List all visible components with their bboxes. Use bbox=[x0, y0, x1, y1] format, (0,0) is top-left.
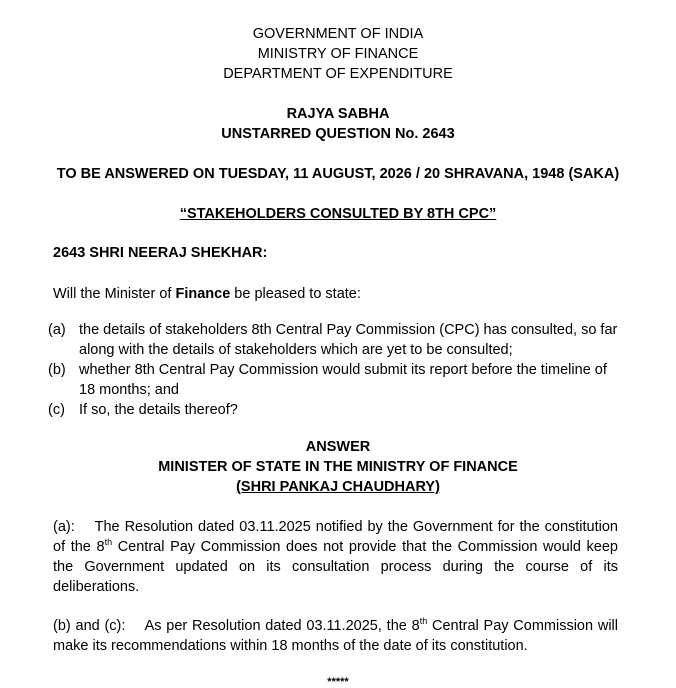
intro-before: Will the Minister of bbox=[53, 286, 176, 302]
question-label: (b) bbox=[48, 362, 66, 378]
intro-after: be pleased to state: bbox=[230, 286, 361, 302]
reply-text-part2: Central Pay Commission does not provide that the Commission would keep the Government updated on its consultation process during the course of its deliberations. bbox=[53, 539, 618, 595]
answering-minister: MINISTER OF STATE IN THE MINISTRY OF FINANCE bbox=[158, 459, 518, 475]
reply-text-part2: Central Pay Commission will make its recommendations within 18 months of the date of its constitution. bbox=[53, 618, 618, 654]
house-name: RAJYA SABHA bbox=[286, 106, 390, 122]
minister-name: (SHRI PANKAJ CHAUDHARY) bbox=[236, 479, 440, 495]
reply-text-part1: The Resolution dated 03.11.2025 notified by the Government for the constitution of the 8 bbox=[53, 519, 618, 555]
answer-date: TO BE ANSWERED ON TUESDAY, 11 AUGUST, 2026 / 20 SHRAVANA, 1948 (SAKA) bbox=[56, 166, 620, 182]
reply-label: (b) and (c): bbox=[53, 618, 126, 634]
header-ministry: MINISTRY OF FINANCE bbox=[257, 46, 419, 62]
header-department: DEPARTMENT OF EXPENDITURE bbox=[223, 66, 453, 82]
reply-b-c bbox=[53, 616, 618, 656]
intro-ministry: Finance bbox=[175, 286, 231, 302]
reply-label: (a): bbox=[53, 519, 75, 535]
question-text: the details of stakeholders 8th Central Pay Commission (CPC) has consulted, so far along with the details of stakeholders which are yet to be consulted; bbox=[79, 322, 618, 358]
reply-text-part1: As per Resolution dated 03.11.2025, the 8 bbox=[144, 618, 420, 634]
question-label: (a) bbox=[48, 322, 66, 338]
reply-superscript: th bbox=[419, 616, 428, 627]
member-name: 2643 SHRI NEERAJ SHEKHAR: bbox=[53, 245, 268, 261]
question-type: UNSTARRED QUESTION No. 2643 bbox=[221, 126, 455, 142]
question-text: whether 8th Central Pay Commission would submit its report before the timeline of 18 months; and bbox=[79, 362, 607, 398]
end-mark: ***** bbox=[327, 676, 349, 688]
header-government: GOVERNMENT OF INDIA bbox=[252, 26, 424, 42]
question-text: If so, the details thereof? bbox=[79, 402, 238, 418]
reply-a bbox=[53, 517, 618, 597]
answer-heading: ANSWER bbox=[305, 439, 371, 455]
reply-superscript: th bbox=[104, 537, 113, 548]
question-intro bbox=[53, 284, 361, 304]
question-subject: “STAKEHOLDERS CONSULTED BY 8TH CPC” bbox=[179, 206, 497, 222]
question-label: (c) bbox=[48, 402, 65, 418]
